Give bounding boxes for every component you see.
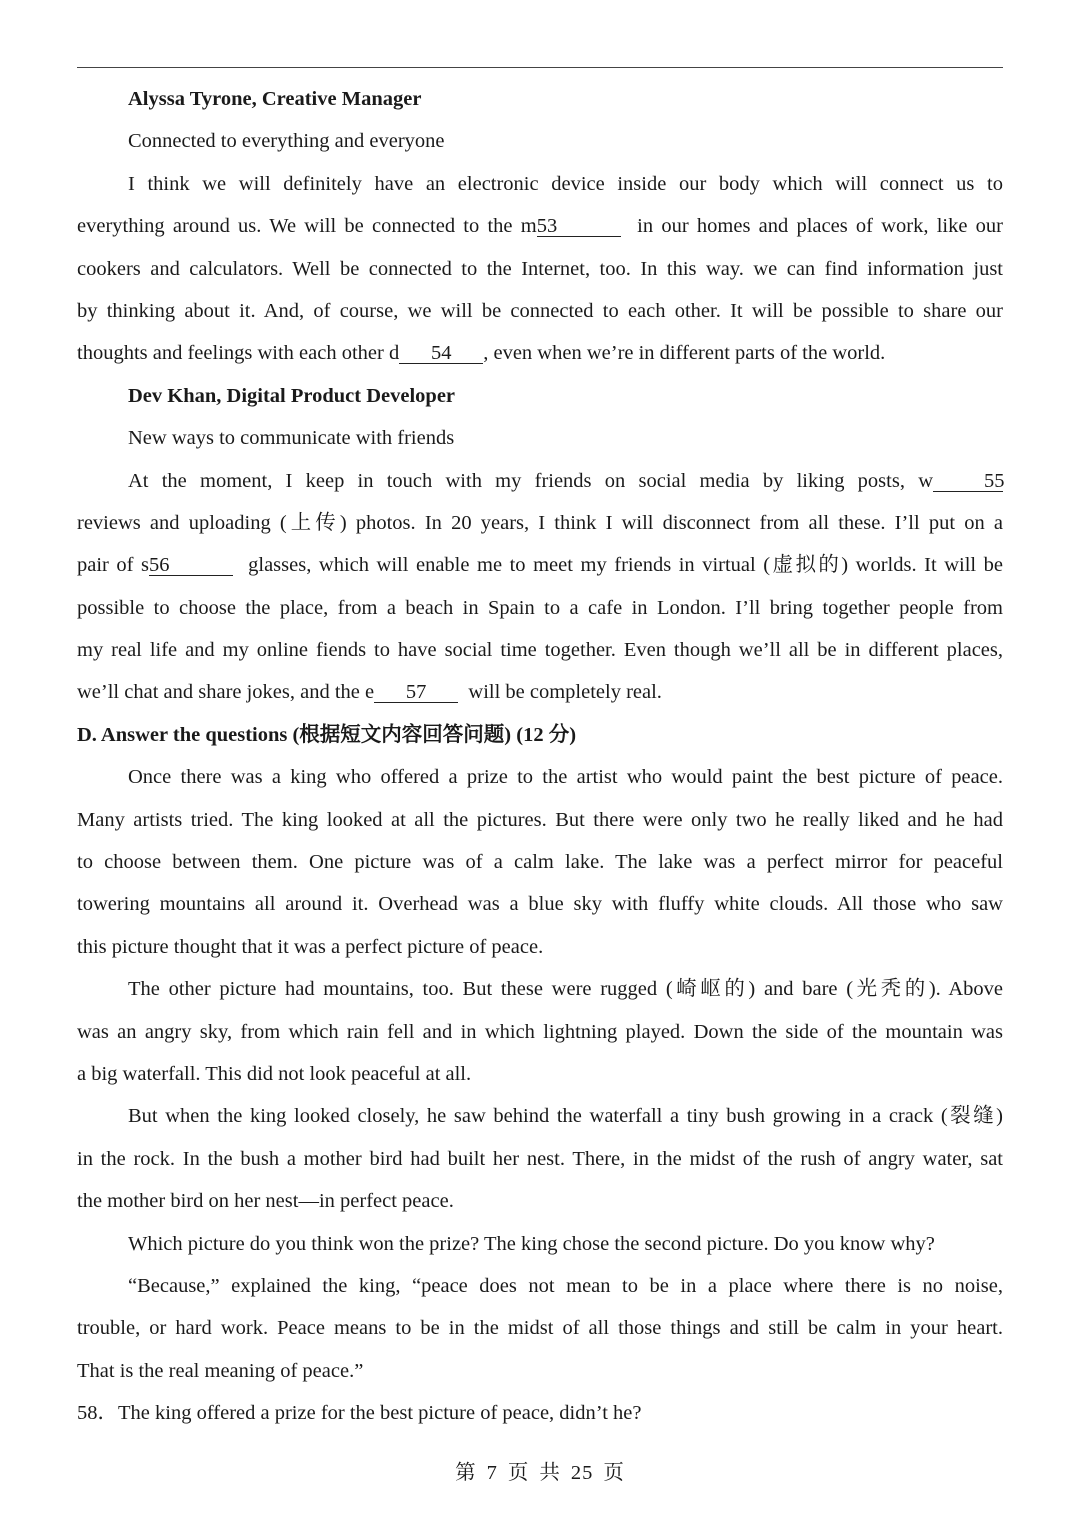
paragraph-line: the mother bird on her nest—in perfect peace. bbox=[77, 1190, 454, 1213]
paragraph-line: Many artists tried. The king looked at all the pictures. But there were only two he really liked and he had bbox=[77, 808, 1003, 831]
paragraph-line: trouble, or hard work. Peace means to be in the midst of all those things and still be calm in your heart. bbox=[77, 1317, 1003, 1340]
paragraph-line: was an angry sky, from which rain fell and in which lightning played. Down the side of the mountain was bbox=[77, 1020, 1003, 1043]
paragraph-line: Once there was a king who offered a prize to the artist who would paint the best picture of peace. bbox=[128, 766, 1003, 789]
blank-53[interactable]: 53 bbox=[537, 214, 621, 237]
page-number: 7 bbox=[486, 1462, 498, 1484]
paragraph-line: towering mountains all around it. Overhead was a blue sky with fluffy white clouds. All those who saw bbox=[77, 893, 1003, 916]
paragraph-line: At the moment, I keep in touch with my friends on social media by liking posts, w 55 bbox=[128, 469, 1005, 492]
blank-57[interactable]: 57 bbox=[374, 680, 458, 703]
paragraph-line: by thinking about it. And, of course, we will be connected to each other. It will be possible to share our bbox=[77, 299, 1003, 322]
paragraph-line: pair of s56 glasses, which will enable me to meet my friends in virtual (虚拟的) worlds. It will be bbox=[77, 554, 1004, 577]
paragraph-line: possible to choose the place, from a beach in Spain to a cafe in London. I’ll bring together people from bbox=[77, 596, 1003, 619]
paragraph-line: in the rock. In the bush a mother bird had built her nest. There, in the midst of the rush of angry water, sat bbox=[77, 1147, 1003, 1170]
question-58: 58．The king offered a prize for the best picture of peace, didn’t he? bbox=[77, 1402, 642, 1425]
page-footer: 第 7 页 共 25 页 bbox=[455, 1462, 625, 1484]
paragraph-line: a big waterfall. This did not look peaceful at all. bbox=[77, 1062, 472, 1085]
paragraph-line: But when the king looked closely, he saw behind the waterfall a tiny bush growing in a crack (裂缝) bbox=[128, 1105, 1003, 1128]
paragraph-line: reviews and uploading (上传) photos. In 20 years, I think I will disconnect from all these. I’ll put on a bbox=[77, 511, 1003, 534]
paragraph-line: “Because,” explained the king, “peace does not mean to be in a place where there is no noise, bbox=[128, 1274, 1003, 1297]
blank-56[interactable]: 56 bbox=[149, 553, 233, 576]
paragraph-line: The other picture had mountains, too. But these were rugged (崎岖的) and bare (光秃的). Above bbox=[128, 978, 1003, 1001]
section-subtitle-alyssa: Connected to everything and everyone bbox=[128, 130, 445, 153]
blank-54[interactable]: 54 bbox=[399, 341, 483, 364]
paragraph-line: That is the real meaning of peace.” bbox=[77, 1359, 364, 1382]
blank-55[interactable]: 55 bbox=[933, 469, 1003, 492]
paragraph-line: this picture thought that it was a perfect picture of peace. bbox=[77, 935, 544, 958]
paragraph-line: we’ll chat and share jokes, and the e 57 will be completely real. bbox=[77, 681, 662, 704]
top-rule bbox=[77, 67, 1003, 68]
paragraph-line: Which picture do you think won the prize? The king chose the second picture. Do you know why? bbox=[128, 1232, 935, 1255]
total-pages: 25 bbox=[570, 1462, 594, 1484]
section-heading-alyssa: Alyssa Tyrone, Creative Manager bbox=[128, 88, 422, 110]
paragraph-line: thoughts and feelings with each other d 54 , even when we’re in different parts of the world. bbox=[77, 342, 886, 365]
paragraph-line: everything around us. We will be connected to the m53 in our homes and places of work, like our bbox=[77, 215, 1004, 238]
section-heading-d: D. Answer the questions (根据短文内容回答问题) (12 分) bbox=[77, 723, 577, 746]
paragraph-line: my real life and my online fiends to have social time together. Even though we’ll all be in different places, bbox=[77, 639, 1003, 662]
paragraph-line: I think we will definitely have an electronic device inside our body which will connect us to bbox=[128, 172, 1003, 195]
section-heading-dev: Dev Khan, Digital Product Developer bbox=[128, 384, 456, 407]
document-body bbox=[77, 78, 1003, 1435]
section-subtitle-dev: New ways to communicate with friends bbox=[128, 427, 455, 450]
paragraph-line: to choose between them. One picture was of a calm lake. The lake was a perfect mirror for peaceful bbox=[77, 851, 1003, 874]
paragraph-line: cookers and calculators. Well be connected to the Internet, too. In this way. we can find information just bbox=[77, 257, 1003, 280]
